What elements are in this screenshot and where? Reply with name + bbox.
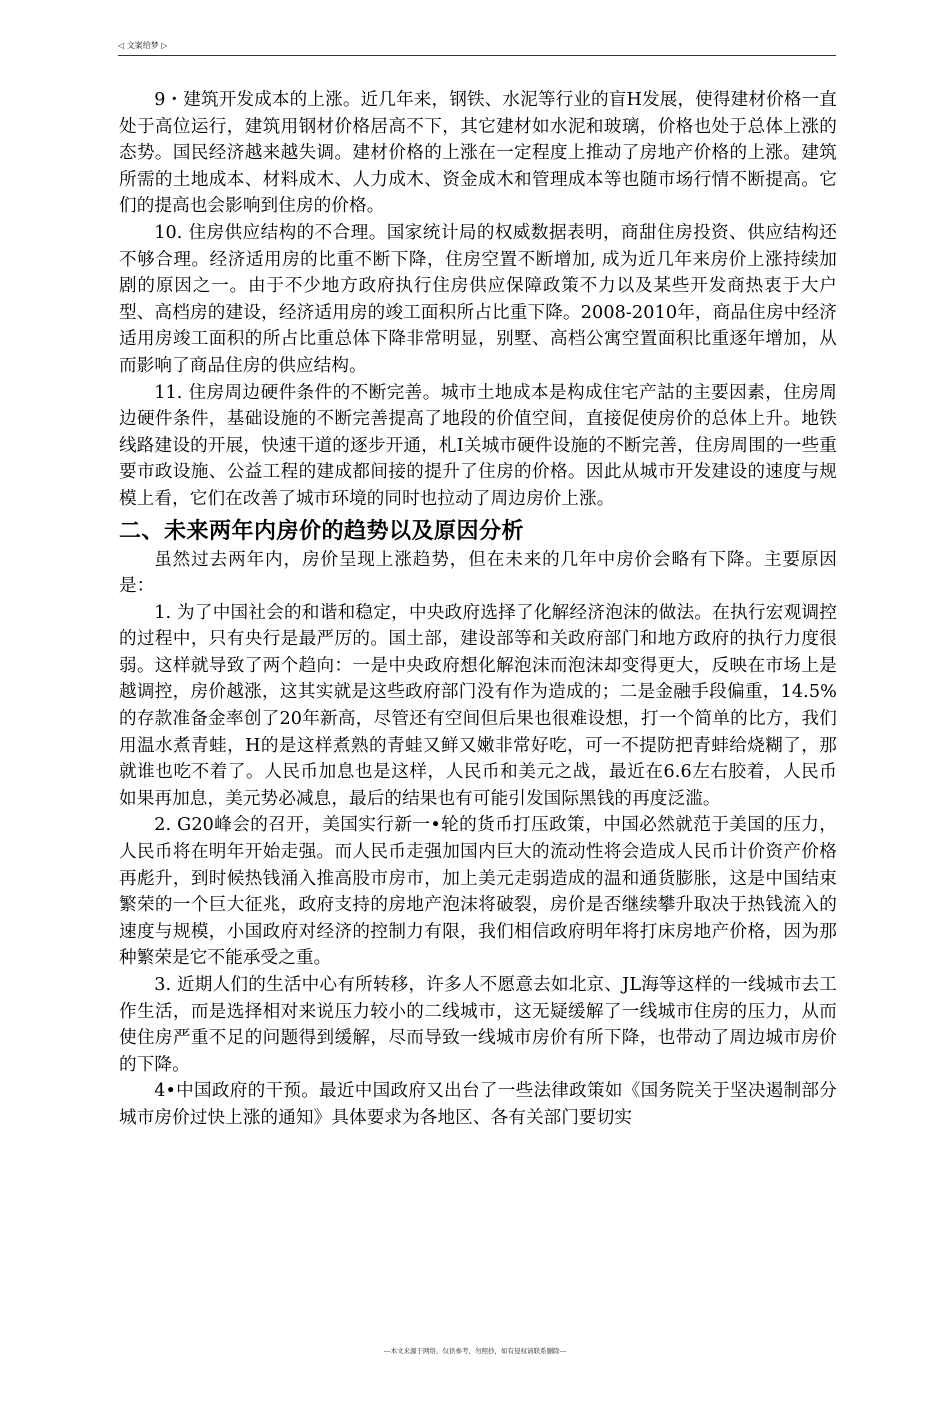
section-heading: 二、未来两年内房价的趋势以及原因分析 bbox=[119, 518, 525, 544]
paragraph-construction-cost: 9・建筑开发成本的上涨。近几年来，钢铁、水泥等行业的盲H发展，使得建材价格一直处于高位运行，建筑用钢材价格居高不下，其它建材如水泥和玻璃，价格也处于总体上涨的态势。国民经济越来越失调。建材价格的上涨在一定程度上推动了房地产价格的上涨。建筑所需的土地成本、材料成木、人力成木、资金成木和管理成本等也随市场行情不断提高。它们的提高也会影响到住房的价格。 bbox=[119, 90, 837, 217]
page-footer: ---本文来源于网络，仅供参考，勿照抄，如有侵权请联系删除--- bbox=[383, 1347, 567, 1355]
paragraph-supply-structure: 10. 住房供应结构的不合理。国家统计局的权威数据表明，商甜住房投资、供应结构还不够合理。经济适用房的比重不断下降，住房空置不断增加, 成为近几年来房价上涨持续加剧的原因之一。由于不少地方政府执行住房供应保障政策不力以及某些开发商热衷于大户型、高档房的建设，经济适用房的竣工面积所占比重下降。2008-2010年，商品住房中经济适用房竣工面积的所占比重总体下降非常明显，别墅、高档公寓空置面积比重逐年增加，从而影响了商品住房的供应结构。 bbox=[119, 222, 837, 376]
paragraph-reason-3: 3. 近期人们的生活中心有所转移，许多人不愿意去如北京、JL海等这样的一线城市去工作生活，而是选择相对来说压力较小的二线城市，这无疑缓解了一线城市住房的压力，从而使住房严重不足的问题得到缓解，尽而导致一线城市房价有所下降，也带动了周边城市房价的下降。 bbox=[119, 975, 837, 1075]
paragraph-reason-4: 4•中国政府的干预。最近中国政府又出台了一些法律政策如《国务院关于坚决遏制部分城市房价过快上涨的通知》具体要求为各地区、各有关部门要切实 bbox=[119, 1081, 837, 1128]
page-header: ◁ 文案给梦 ▷ bbox=[118, 41, 168, 50]
paragraph-reason-1: 1. 为了中国社会的和谐和稳定，中央政府选择了化解经济泡沫的做法。在执行宏观调控的过程中，只有央行是最严厉的。国土部，建设部等和关政府部门和地方政府的执行力度很弱。这样就导致了两个趋向：一是中央政府想化解泡沫而泡沫却变得更大，反映在市场上是越调控，房价越涨，这其实就是这些政府部门没有作为造成的；二是金融手段偏重，14.5%的存款准备金率创了20年新高，尽管还有空间但后果也很难设想，打一个简单的比方，我们用温水煮青蛙，H的是这样煮熟的青蛙又鲜又嫩非常好吃，可一不提防把青蚌给烧糊了，那就谁也吃不着了。人民币加息也是这样，人民币和美元之战，最近在6.6左右胶着，人民币如果再加息，美元势必减息，最后的结果也有可能引发国际黑钱的再度泛滥。 bbox=[119, 602, 837, 809]
paragraph-reason-2: 2. G20峰会的召开，美国实行新一•轮的货币打压政策，中国必然就范于美国的压力，人民币将在明年开始走强。而人民币走强加国内巨大的流动性将会造成人民币计价资产价格再彪升，到时候热钱涌入推高股市房市，加上美元走弱造成的温和通货膨胀，这是中国结束繁荣的一个巨大征兆，政府支持的房地产泡沫将破裂，房价是否继续攀升取决于热钱流入的速度与规模，小国政府对经济的控制力有限，我们相信政府明年将打床房地产价格，因为那种繁荣是它不能承受之重。 bbox=[119, 815, 837, 969]
document-body bbox=[119, 87, 837, 1132]
paragraph-infrastructure: 11. 住房周边硬件条件的不断完善。城市土地成本是构成住宅产詁的主要因素，住房周边硬件条件，基础设施的不断完善提高了地段的价值空间，直接促使房价的总体上升。地铁线路建设的开展，快速干道的逐步开通，札I关城市硬件设施的不断完善，住房周围的一些重要市政设施、公益工程的建成都间接的提升了住房的价格。因此从城市开发建设的速度与规模上看，它们在改善了城市环境的同时也拉动了周边房价上涨。 bbox=[119, 382, 837, 509]
paragraph-intro: 虽然过去两年内，房价呈现上涨趋势，但在未来的几年中房价会略有下降。主要原因是： bbox=[119, 549, 837, 597]
header-divider bbox=[118, 55, 836, 56]
